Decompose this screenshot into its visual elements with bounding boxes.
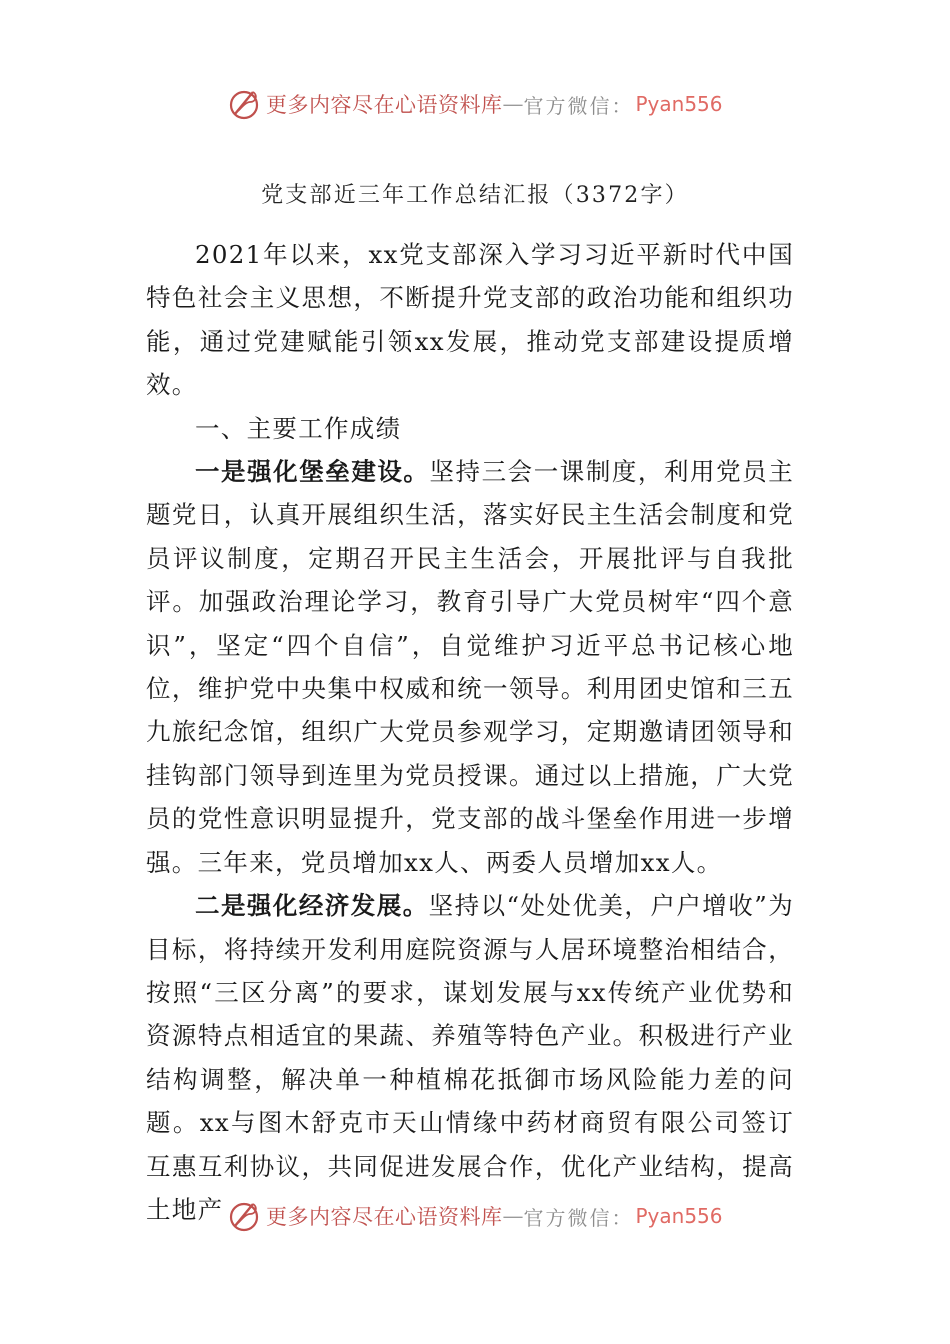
watermark-wechat-label: 官方微信： [523, 93, 634, 118]
document-title: 党支部近三年工作总结汇报（3372字） [261, 183, 689, 208]
footer-watermark [226, 1194, 723, 1238]
paragraph-item-2 [146, 884, 794, 1231]
watermark-separator: — [502, 1204, 524, 1228]
watermark-separator: — [502, 92, 524, 116]
watermark-wechat-label: 官方微信： [523, 1205, 634, 1230]
intro-paragraph: 2021年以来，xx党支部深入学习习近平新时代中国特色社会主义思想，不断提升党支部的政治功能和组织功能，通过党建赋能引领xx发展，推动党支部建设提质增效。 [146, 240, 794, 400]
item-2-lead: 二是强化经济发展。 [195, 891, 429, 921]
watermark-wechat-id: Pyan556 [635, 1204, 723, 1228]
quill-circle-logo-icon [226, 86, 262, 122]
document-body [146, 233, 794, 1231]
paragraph-item-1 [146, 450, 794, 884]
watermark-brand: 更多内容尽在心语资料库 [266, 1205, 503, 1229]
section-heading: 一、主要工作成绩 [195, 413, 402, 443]
header-watermark [226, 82, 723, 126]
item-1-lead: 一是强化堡垒建设。 [195, 457, 430, 487]
item-2-body: 坚持以“处处优美，户户增收”为目标，将持续开发利用庭院资源与人居环境整治相结合，按照“三区分离”的要求，谋划发展与xx传统产业优势和资源特点相适宜的果蔬、养殖等特色产业。积极进行产业结构调整，解决单一种植棉花抵御市场风险能力差的问题。xx与图木舒克市天山情缘中药材商贸有限公司签订互惠互利协议，共同促进发展合作，优化产业结构，提高土地产 [146, 891, 794, 1224]
watermark-brand: 更多内容尽在心语资料库 [266, 93, 503, 117]
watermark-wechat-id: Pyan556 [635, 92, 723, 116]
quill-circle-logo-icon [226, 1198, 262, 1234]
item-1-body: 坚持三会一课制度，利用党员主题党日，认真开展组织生活，落实好民主生活会制度和党员评议制度，定期召开民主生活会，开展批评与自我批评。加强政治理论学习，教育引导广大党员树牢“四个意识”，坚定“四个自信”，自觉维护习近平总书记核心地位，维护党中央集中权威和统一领导。利用团史馆和三五九旅纪念馆，组织广大党员参观学习，定期邀请团领导和挂钩部门领导到连里为党员授课。通过以上措施，广大党员的党性意识明显提升，党支部的战斗堡垒作用进一步增强。三年来，党员增加xx人、两委人员增加xx人。 [146, 457, 795, 877]
